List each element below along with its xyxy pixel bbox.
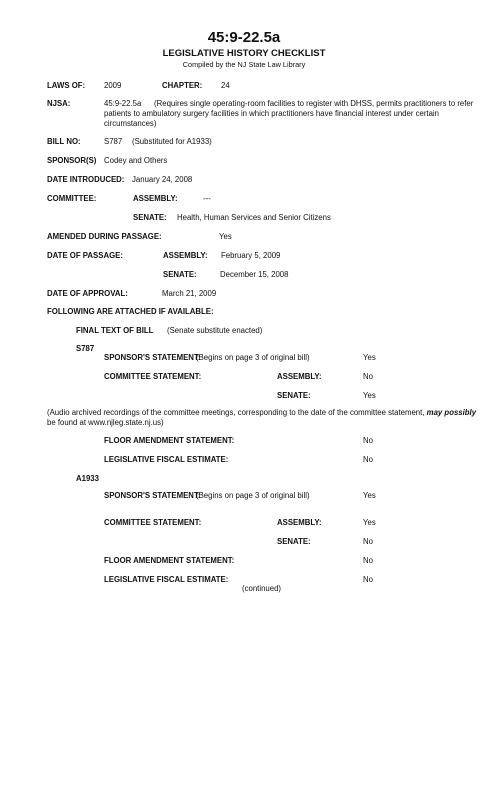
a1933-fiscal-label: LEGISLATIVE FISCAL ESTIMATE:: [104, 575, 229, 584]
a1933-sponsor-note: (Begins on page 3 of original bill): [196, 491, 310, 500]
date-introduced-label: DATE INTRODUCED:: [47, 175, 125, 184]
date-introduced-value: January 24, 2008: [132, 175, 193, 184]
chapter-value: 24: [221, 81, 230, 90]
amended-label: AMENDED DURING PASSAGE:: [47, 232, 162, 241]
continued-note: (continued): [242, 584, 282, 593]
s787-sponsor-label: SPONSOR'S STATEMENT:: [104, 353, 201, 362]
s787-committee-assembly-value: No: [363, 372, 373, 381]
s787-fiscal-value: No: [363, 455, 373, 464]
bill-no-label: BILL NO:: [47, 137, 81, 146]
a1933-sponsor-value: Yes: [363, 491, 376, 500]
a1933-floor-value: No: [363, 556, 373, 565]
a1933-fiscal-value: No: [363, 575, 373, 584]
committee-label: COMMITTEE:: [47, 194, 97, 203]
approval-value: March 21, 2009: [162, 289, 217, 298]
njsa-label: NJSA:: [47, 99, 71, 108]
s787-committee-senate-value: Yes: [363, 391, 376, 400]
passage-senate-label: SENATE:: [163, 270, 197, 279]
compiled-by: Compiled by the NJ State Law Library: [182, 60, 306, 69]
s787-committee-senate-label: SENATE:: [277, 391, 311, 400]
chapter-label: CHAPTER:: [162, 81, 203, 90]
checklist-title: LEGISLATIVE HISTORY CHECKLIST: [162, 48, 326, 59]
s787-floor-label: FLOOR AMENDMENT STATEMENT:: [104, 436, 235, 445]
s787-sponsor-note: (Begins on page 3 of original bill): [196, 353, 310, 362]
sponsors-value: Codey and Others: [104, 156, 168, 165]
s787-committee-label: COMMITTEE STATEMENT:: [104, 372, 202, 381]
approval-label: DATE OF APPROVAL:: [47, 289, 128, 298]
audio-note: (Audio archived recordings of the committee meetings, corresponding to the date of the committee statement, may possibly be found at www.njleg.state.nj.us): [47, 408, 477, 427]
a1933-committee-assembly-label: ASSEMBLY:: [277, 518, 322, 527]
committee-assembly-label: ASSEMBLY:: [133, 194, 178, 203]
passage-assembly-label: ASSEMBLY:: [163, 251, 208, 260]
s787-label: S787: [76, 344, 95, 353]
passage-label: DATE OF PASSAGE:: [47, 251, 123, 260]
final-text-label: FINAL TEXT OF BILL: [76, 326, 154, 335]
njsa-description: (Requires single operating-room facilities to register with DHSS, permits practitioners to refer patients to ambulatory surgery facilities in which practitioners have financial interest under certain circumstances): [104, 99, 474, 128]
s787-sponsor-value: Yes: [363, 353, 376, 362]
final-text-note: (Senate substitute enacted): [167, 326, 263, 335]
attached-heading: FOLLOWING ARE ATTACHED IF AVAILABLE:: [47, 307, 214, 316]
sponsors-label: SPONSOR(S): [47, 156, 97, 165]
committee-senate-label: SENATE:: [133, 213, 167, 222]
a1933-committee-assembly-value: Yes: [363, 518, 376, 527]
a1933-sponsor-label: SPONSOR'S STATEMENT:: [104, 491, 201, 500]
laws-of-value: 2009: [104, 81, 122, 90]
bill-no-note: (Substituted for A1933): [132, 137, 212, 146]
a1933-floor-label: FLOOR AMENDMENT STATEMENT:: [104, 556, 235, 565]
passage-senate-value: December 15, 2008: [220, 270, 289, 279]
audio-note-emphasis: may possibly: [426, 408, 477, 417]
bill-no-value: S787: [104, 137, 123, 146]
a1933-committee-senate-label: SENATE:: [277, 537, 311, 546]
amended-value: Yes: [219, 232, 232, 241]
a1933-committee-senate-value: No: [363, 537, 373, 546]
statute-title: 45:9-22.5a: [207, 29, 281, 46]
a1933-committee-label: COMMITTEE STATEMENT:: [104, 518, 202, 527]
s787-committee-assembly-label: ASSEMBLY:: [277, 372, 322, 381]
a1933-label: A1933: [76, 474, 99, 483]
s787-fiscal-label: LEGISLATIVE FISCAL ESTIMATE:: [104, 455, 229, 464]
committee-assembly-value: ---: [203, 194, 211, 203]
s787-floor-value: No: [363, 436, 373, 445]
laws-of-label: LAWS OF:: [47, 81, 86, 90]
committee-senate-value: Health, Human Services and Senior Citizens: [177, 213, 331, 222]
passage-assembly-value: February 5, 2009: [221, 251, 281, 260]
njsa-value: 45:9-22.5a: [104, 99, 142, 108]
